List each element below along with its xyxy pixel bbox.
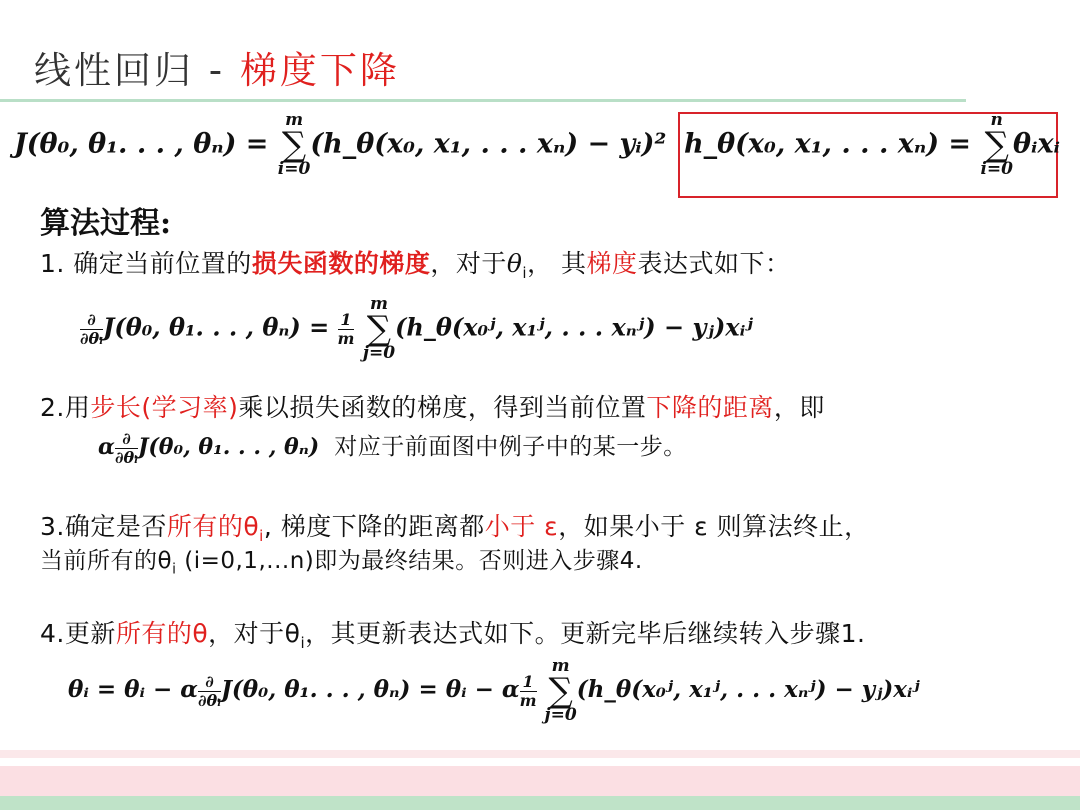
hyp-sum-bottom: i=0	[980, 159, 1013, 180]
step-2-text	[40, 388, 825, 424]
grad-sum: m ∑ j=0	[362, 294, 396, 364]
coef-num: 1	[340, 309, 352, 329]
partial-num: ∂	[87, 309, 96, 329]
grad-sum-top: m	[369, 294, 388, 314]
step3-line2-sub: i	[172, 561, 177, 578]
step1-highlight-gradient: 损失函数的梯度	[251, 249, 431, 278]
title-highlight: 梯度下降	[239, 49, 400, 92]
gradient-formula	[80, 296, 753, 362]
step1-middle: ，对于	[430, 249, 507, 278]
footer-band-top	[0, 750, 1080, 758]
update-coef	[519, 671, 537, 710]
step-rhs: J(θ₀, θ₁. . . , θₙ)	[137, 434, 320, 460]
step3-highlight-theta: 所有的θ	[166, 512, 260, 541]
step1-theta: θ	[506, 249, 523, 278]
grad-lhs: J(θ₀, θ₁. . . , θₙ) =	[103, 312, 330, 342]
update-coef-num: 1	[522, 671, 534, 691]
update-partial-num: ∂	[205, 671, 214, 691]
grad-sum-bottom: j=0	[362, 343, 396, 364]
update-lhs: θᵢ = θᵢ − α	[68, 676, 198, 704]
step3-line2-prefix: 当前所有的θ	[40, 548, 173, 574]
step-2-line2	[98, 428, 687, 466]
coef-fraction	[337, 309, 355, 348]
step-partial	[114, 428, 138, 467]
step3-line2-suffix: (i=0,1,...n)即为最终结果。否则进入步骤4.	[176, 548, 643, 574]
step2-middle: 乘以损失函数的梯度，得到当前位置	[238, 393, 647, 422]
footer-band-green	[0, 796, 1080, 810]
step2-suffix: ，即	[773, 393, 825, 422]
step1-theta-sub: i	[522, 264, 528, 282]
grad-rhs: (h_θ(x₀ʲ, x₁ʲ, . . . xₙʲ) − yⱼ)xᵢʲ	[395, 312, 753, 342]
title-prefix: 线性回归 -	[34, 49, 240, 92]
step-3-text	[40, 507, 870, 545]
step4-highlight-theta: 所有的θ	[115, 619, 209, 648]
hyp-lhs: h_θ(x₀, x₁, . . . xₙ) =	[684, 128, 972, 160]
step-1-text	[40, 244, 791, 282]
slide-title	[34, 40, 400, 94]
step3-prefix: 3.确定是否	[40, 512, 167, 541]
step1-prefix: 1. 确定当前位置的	[40, 249, 252, 278]
step-partial-den: ∂θᵢ	[114, 447, 138, 467]
cost-lhs: J(θ₀, θ₁. . . , θₙ) =	[14, 128, 269, 160]
step3-middle: , 梯度下降的距离都	[263, 512, 485, 541]
coef-den: m	[337, 328, 355, 348]
partial-fraction	[80, 309, 104, 348]
step2-highlight-step: 步长(学习率)	[90, 393, 239, 422]
step4-suffix: ，其更新表达式如下。更新完毕后继续转入步骤1.	[305, 619, 866, 648]
step-partial-num: ∂	[122, 428, 131, 448]
algorithm-heading: 算法过程:	[40, 206, 172, 241]
update-sum-bottom: j=0	[544, 705, 577, 726]
cost-sum-bottom: i=0	[277, 159, 311, 180]
hypothesis-formula	[684, 112, 1060, 178]
step2-highlight-distance: 下降的距离	[646, 393, 774, 422]
step2-prefix: 2.用	[40, 393, 91, 422]
step1-suffix: 表达式如下：	[637, 249, 791, 278]
cost-function-formula	[14, 112, 666, 178]
hyp-sum-top: n	[990, 110, 1003, 130]
update-partial-den: ∂θᵢ	[197, 690, 222, 710]
update-sum: m ∑ j=0	[544, 656, 577, 726]
step3-theta-sub: i	[259, 527, 264, 545]
update-coef-den: m	[519, 690, 537, 710]
step-3-line2	[40, 542, 643, 578]
step4-middle: ，对于θ	[208, 619, 301, 648]
hyp-rhs: θᵢxᵢ	[1012, 128, 1060, 160]
step4-theta-sub: i	[300, 634, 306, 652]
cost-sum-top: m	[285, 110, 304, 130]
update-rhs: (h_θ(x₀ʲ, x₁ʲ, . . . xₙʲ) − yⱼ)xᵢʲ	[576, 676, 920, 704]
update-sum-top: m	[551, 656, 570, 676]
hyp-sum: n ∑ i=0	[980, 110, 1013, 180]
step-4-text	[40, 614, 865, 652]
partial-den: ∂θᵢ	[80, 328, 104, 348]
step2-line2-text: 对应于前面图中例子中的某一步。	[334, 434, 687, 460]
footer-band-pink	[0, 766, 1080, 796]
step3-suffix: ，如果小于 ε 则算法终止，	[558, 512, 870, 541]
step1-highlight-grad: 梯度	[586, 249, 638, 278]
step1-middle2: ， 其	[527, 249, 587, 278]
alpha-symbol: α	[98, 434, 115, 460]
cost-rhs: (h_θ(x₀, x₁, . . . xₙ) − yᵢ)²	[310, 128, 667, 160]
title-divider	[0, 99, 966, 102]
step4-prefix: 4.更新	[40, 619, 116, 648]
update-mid: J(θ₀, θ₁. . . , θₙ) = θᵢ − α	[221, 676, 520, 704]
step3-highlight-epsilon: 小于 ε	[484, 512, 559, 541]
cost-sum: m ∑ i=0	[277, 110, 311, 180]
update-partial	[197, 671, 222, 710]
update-formula	[68, 658, 920, 724]
step-formula	[98, 428, 320, 467]
